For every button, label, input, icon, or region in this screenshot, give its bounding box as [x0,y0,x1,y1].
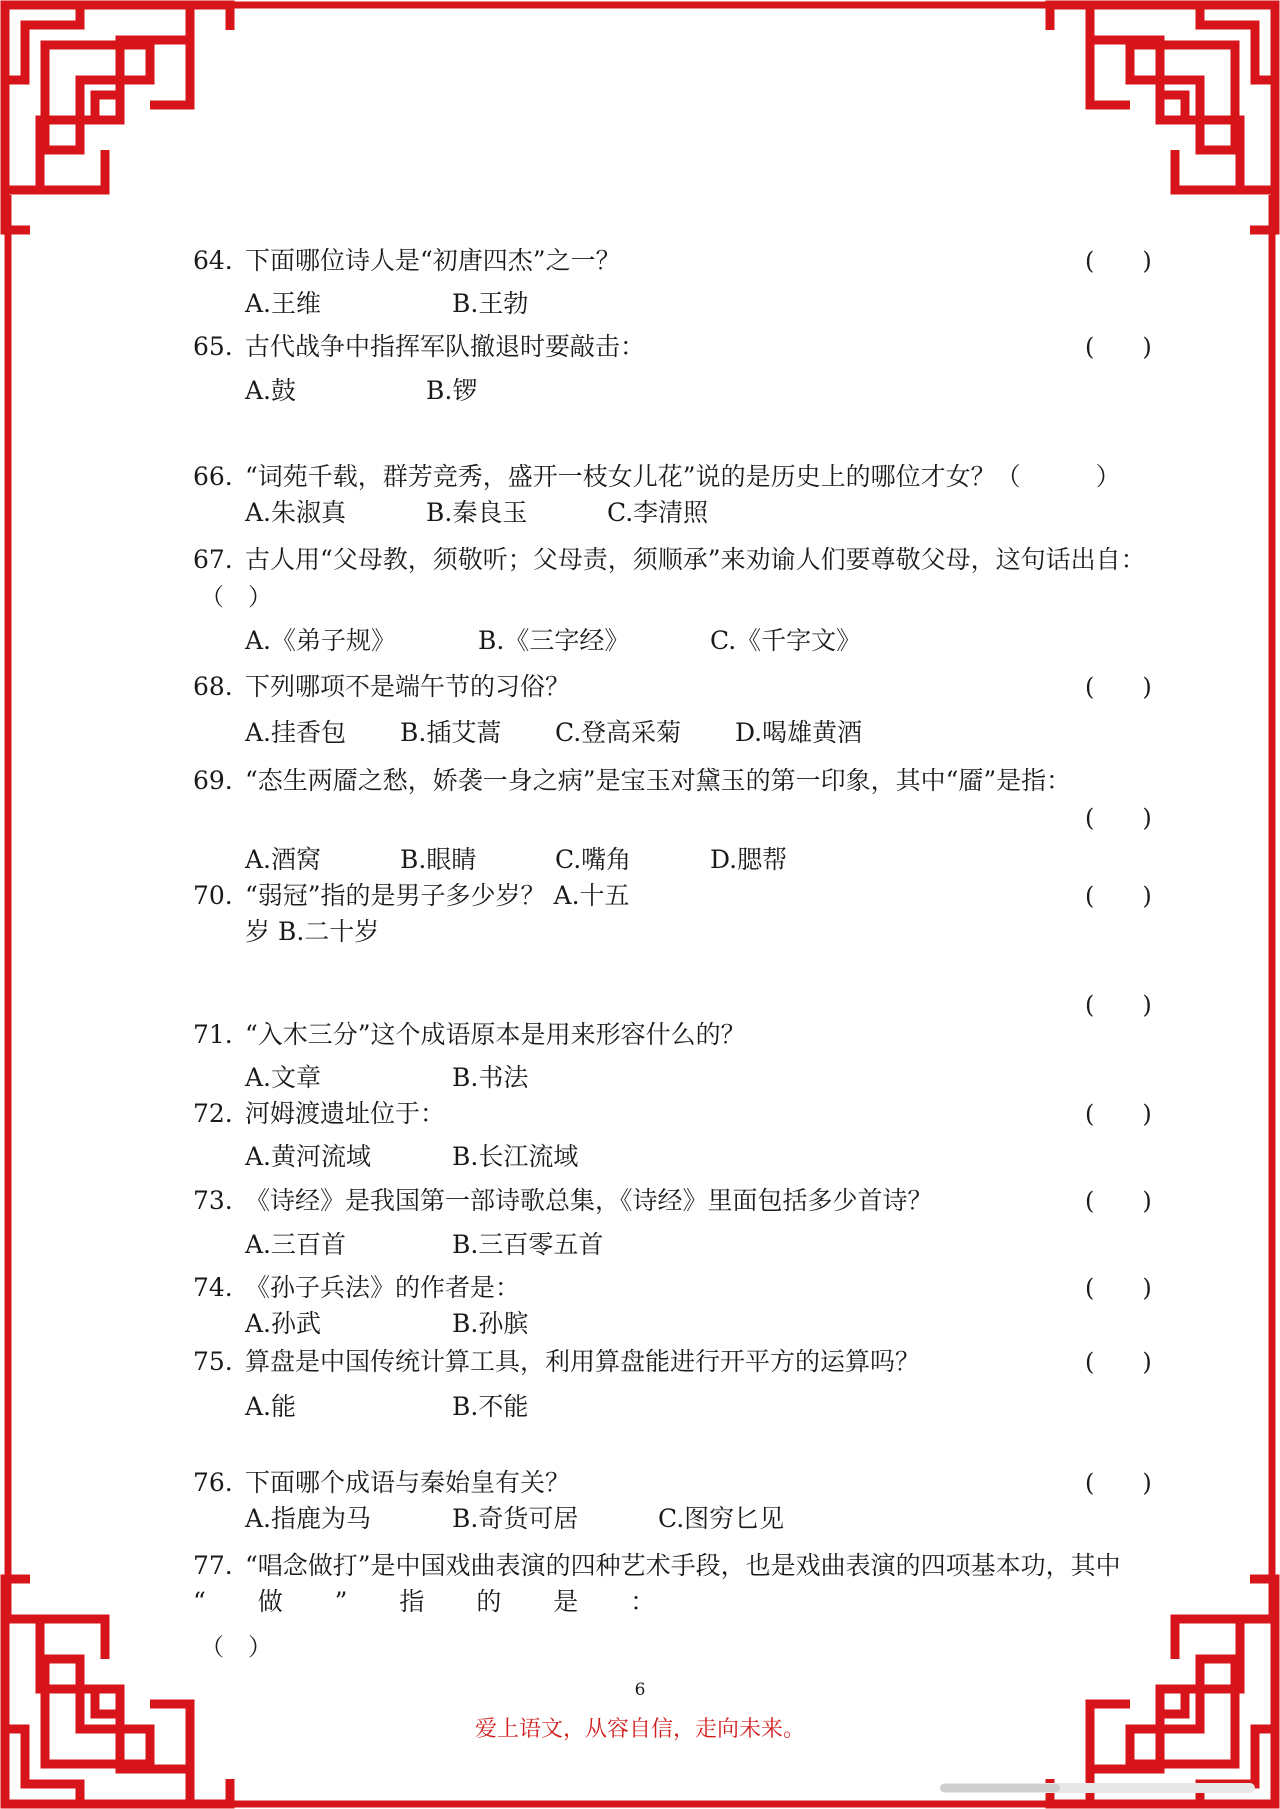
question-68: 68. 下列哪项不是端午节的习俗？ [193,672,571,701]
scrollbar[interactable] [940,1779,1255,1797]
option: C.李清照 [607,498,709,527]
question-71: 71. “入木三分”这个成语原本是用来形容什么的？ [193,1020,746,1049]
option: C.登高采菊 [555,718,682,747]
answer-blank-69[interactable]: ( ) [1085,804,1152,832]
question-77: 77. “唱念做打”是中国戏曲表演的四种艺术手段，也是戏曲表演的四项基本功，其中 [193,1551,1121,1580]
answer-blank-73[interactable]: ( ) [1085,1187,1152,1215]
option: C.嘴角 [555,845,632,874]
option: A.三百首 [245,1230,347,1259]
option: C.图穷匕见 [658,1504,785,1533]
option: B.插艾蒿 [400,718,502,747]
option: C.《千字文》 [710,626,862,655]
option: A.黄河流域 [245,1142,372,1171]
option: B.书法 [452,1063,529,1092]
footer-slogan: 爱上语文，从容自信，走向未来。 [474,1717,805,1742]
option: B.《三字经》 [478,626,630,655]
question-76: 76. 下面哪个成语与秦始皇有关？ [193,1468,571,1497]
option: A.鼓 [245,376,297,405]
question-65: 65. 古代战争中指挥军队撤退时要敲击： [193,332,646,361]
answer-blank-76[interactable]: ( ) [1085,1469,1152,1497]
answer-blank-70[interactable]: ( ) [1085,882,1152,910]
option: A.指鹿为马 [245,1504,372,1533]
question-77-continued: “ 做 ” 指 的 是 ： [193,1587,678,1616]
question-73: 73. 《诗经》是我国第一部诗歌总集，《诗经》里面包括多少首诗？ [193,1186,933,1215]
option: B.眼睛 [400,845,477,874]
answer-blank-75[interactable]: ( ) [1085,1348,1152,1376]
option: B.王勃 [452,289,529,318]
answer-blank-65[interactable]: ( ) [1085,333,1152,361]
option: B.三百零五首 [452,1230,604,1259]
answer-blank-77[interactable]: （ ） [200,1633,272,1661]
question-64: 64. 下面哪位诗人是“初唐四杰”之一？ [193,246,621,275]
option: A.能 [245,1392,297,1421]
question-66: 66. “词苑千载，群芳竞秀，盛开一枝女儿花”说的是历史上的哪位才女？（ ） [193,462,1121,491]
option: D.腮帮 [710,845,788,874]
question-70-continued: 岁 B.二十岁 [245,917,380,946]
option: A.《弟子规》 [245,626,397,655]
option: A.文章 [245,1063,322,1092]
option: A.孙武 [245,1309,322,1338]
option: A.王维 [245,289,322,318]
option: B.不能 [452,1392,529,1421]
option: D.喝雄黄酒 [735,718,863,747]
option: B.锣 [426,376,478,405]
option: B.秦良玉 [426,498,528,527]
corner-ornament [5,5,230,230]
option: B.长江流域 [452,1142,579,1171]
question-75: 75. 算盘是中国传统计算工具，利用算盘能进行开平方的运算吗？ [193,1347,921,1376]
answer-blank-64[interactable]: ( ) [1085,247,1152,275]
question-67: 67. 古人用“父母教，须敬听；父母责，须顺承”来劝谕人们要尊敬父母，这句话出自： [193,545,1146,574]
option: A.朱淑真 [245,498,347,527]
option: B.奇货可居 [452,1504,579,1533]
option: A.酒窝 [245,845,322,874]
question-72: 72. 河姆渡遗址位于： [193,1099,446,1128]
answer-blank-71[interactable]: ( ) [1085,991,1152,1019]
option: B.孙膑 [452,1309,529,1338]
answer-blank-72[interactable]: ( ) [1085,1100,1152,1128]
question-70: 70. “弱冠”指的是男子多少岁？ A.十五 [193,881,630,910]
answer-blank-74[interactable]: ( ) [1085,1274,1152,1302]
option: A.挂香包 [245,718,347,747]
answer-blank-67[interactable]: （ ） [200,583,272,611]
question-69: 69. “态生两靥之愁，娇袭一身之病”是宝玉对黛玉的第一印象，其中“靥”是指： [193,766,1072,795]
question-74: 74. 《孙子兵法》的作者是： [193,1273,521,1302]
page-number: 6 [634,1680,646,1700]
answer-blank-68[interactable]: ( ) [1085,673,1152,701]
